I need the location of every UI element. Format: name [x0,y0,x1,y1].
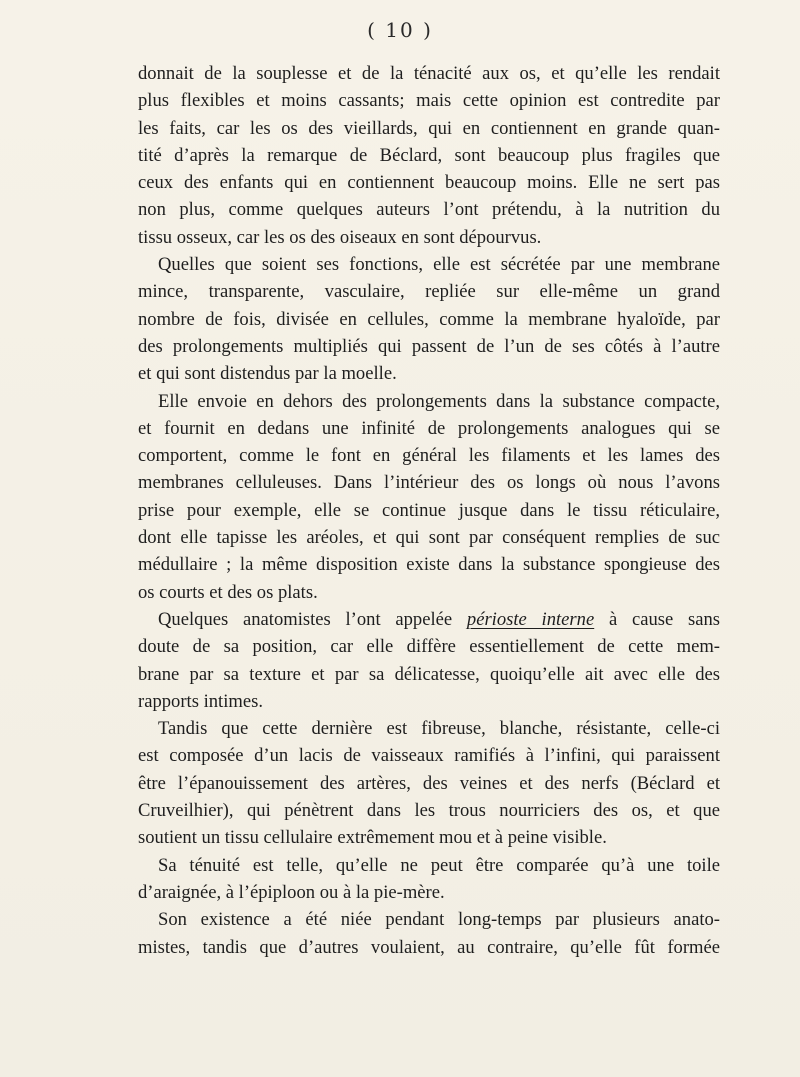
paragraph [138,715,720,851]
text-line: des prolongements multipliés qui passent de l’un de ses côtés à l’autre [138,335,720,357]
text-line: mince, transparente, vasculaire, repliée sur elle-même un grand [138,281,720,303]
text-line: Elle envoie en dehors des prolongements dans la substance compacte, [158,390,720,412]
text-line: mistes, tandis que d’autres voulaient, au contraire, qu’elle fût formée [138,936,720,958]
text-line: Cruveilhier), qui pénètrent dans les trous nourriciers des os, et que [138,800,720,822]
text-line: ceux des enfants qui en contiennent beaucoup moins. Elle ne sert pas [138,172,720,194]
page-number: ( 10 ) [367,18,433,42]
text-line: Quelles que soient ses fonctions, elle est sécrétée par une membrane [158,254,720,276]
text-line: os courts et des os plats. [138,581,318,603]
body-text [138,60,720,961]
text-line: être l’épanouissement des artères, des veines et des nerfs (Béclard et [138,772,720,794]
text-line: médullaire ; la même disposition existe dans la substance spongieuse des [138,554,720,576]
text-line: et fournit en dedans une infinité de prolongements analogues qui se [138,417,720,439]
text-line: donnait de la souplesse et de la ténacité aux os, et qu’elle les rendait [138,63,720,84]
text-line: d’araignée, à l’épiploon ou à la pie-mère. [138,881,445,903]
text-line: Tandis que cette dernière est fibreuse, blanche, résistante, celle-ci [158,718,720,740]
text-line: brane par sa texture et par sa délicatesse, quoiqu’elle ait avec elle des [138,663,720,685]
text-line: non plus, comme quelques auteurs l’ont prétendu, à la nutrition du [138,199,720,221]
text-line: Son existence a été niée pendant long-temps par plusieurs anato- [158,909,720,931]
italic-term: périoste interne [466,608,595,630]
text-line: soutient un tissu cellulaire extrêmement mou et à peine visible. [138,827,607,849]
paragraph [138,852,720,907]
text-line: nombre de fois, divisée en cellules, comme la membrane hyaloïde, par [138,308,720,330]
paragraph [138,606,720,715]
text-line: tité d’après la remarque de Béclard, sont beaucoup plus fragiles que [138,144,720,166]
text-line: dont elle tapisse les aréoles, et qui sont par conséquent remplies de suc [138,527,720,549]
text-line: les faits, car les os des vieillards, qui en contiennent en grande quan- [138,117,720,139]
paragraph [138,906,720,961]
text-line: membranes celluleuses. Dans l’intérieur des os longs où nous l’avons [138,472,720,494]
text-line: Sa ténuité est telle, qu’elle ne peut être comparée qu’à une toile [158,854,720,876]
paragraph [138,60,720,251]
text-line-with-term: Quelques anatomistes l’ont appelée périoste interne à cause sans [158,608,721,630]
paragraph [138,251,720,387]
text-line: tissu osseux, car les os des oiseaux en sont dépourvus. [138,226,542,248]
paragraph [138,388,720,606]
text-line: plus flexibles et moins cassants; mais cette opinion est contredite par [138,90,720,112]
text-line: comportent, comme le font en général les filaments et les lames des [138,445,720,467]
text-line: doute de sa position, car elle diffère essentiellement de cette mem- [138,636,720,658]
text-line: prise pour exemple, elle se continue jusque dans le tissu réticulaire, [138,499,720,521]
text-line: est composée d’un lacis de vaisseaux ramifiés à l’infini, qui paraissent [138,745,720,767]
text-line: et qui sont distendus par la moelle. [138,363,397,385]
text-line: rapports intimes. [138,690,263,712]
